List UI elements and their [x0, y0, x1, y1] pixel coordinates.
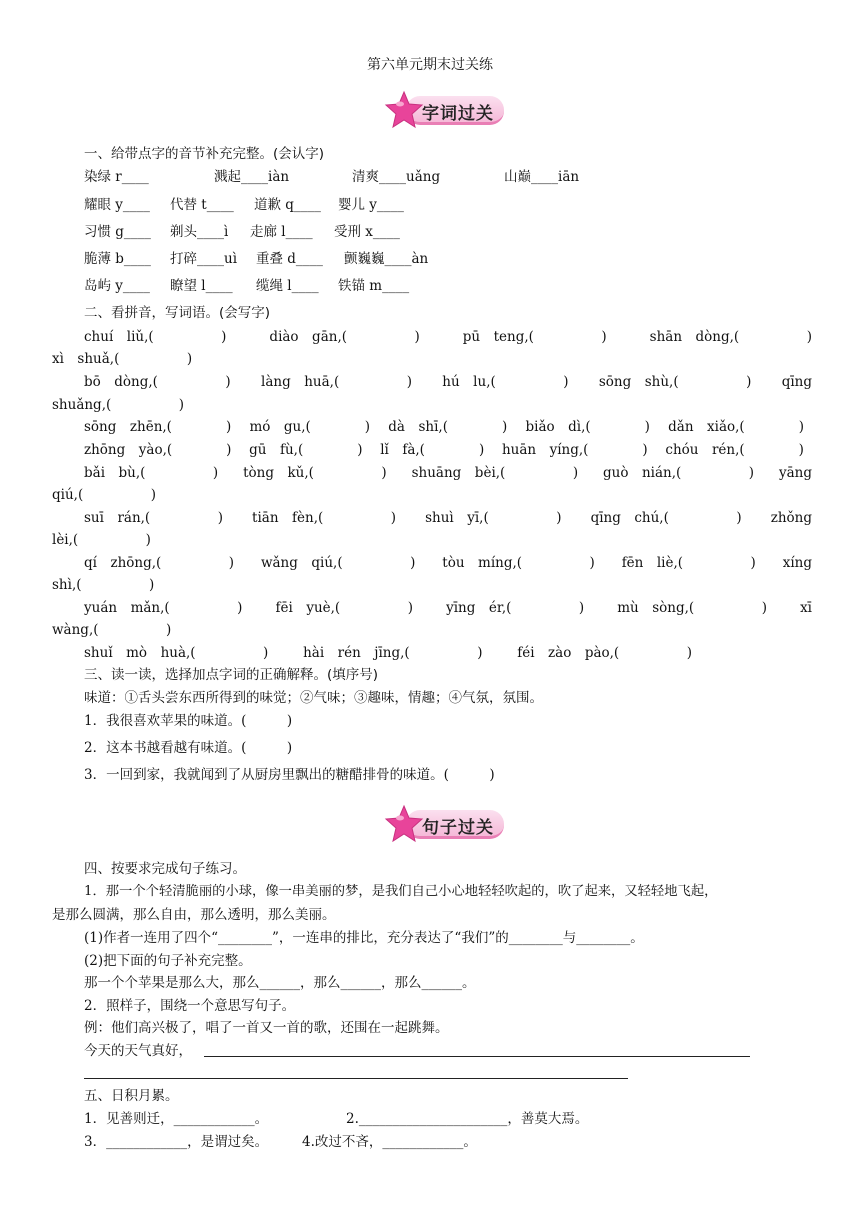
pinyin-row	[84, 599, 812, 617]
answer-line	[84, 1078, 628, 1079]
phonetic-item: 瞭望 l____	[170, 278, 233, 294]
pinyin-row	[84, 373, 812, 391]
phonetic-item: 婴儿 y____	[338, 197, 404, 213]
phonetic-item: 脆薄 b____	[84, 251, 151, 267]
question-item: 那一个个苹果是那么大，那么______，那么______，那么______。	[84, 975, 476, 991]
pinyin-item: pū teng,( )	[462, 329, 607, 345]
pinyin-row	[84, 441, 804, 459]
pinyin-item: féi zào pào,( )	[517, 645, 692, 661]
pinyin-item: tòng kǔ,( )	[243, 465, 387, 481]
pinyin-item: bǎi bù,( )	[84, 465, 219, 481]
pinyin-row	[84, 328, 812, 346]
phonetic-item: 代替 t____	[170, 197, 234, 213]
example-line: 例：他们高兴极了，唱了一首又一首的歌，还围在一起跳舞。	[84, 1020, 449, 1036]
pinyin-item: xī	[800, 600, 812, 616]
question-item: (2)把下面的句子补充完整。	[84, 953, 252, 969]
pinyin-item: wǎng qiú,( )	[260, 555, 416, 571]
pinyin-item: sōng zhēn,( )	[84, 419, 232, 435]
pinyin-item: bō dòng,( )	[84, 374, 231, 390]
phonetic-item: 颤巍巍____àn	[344, 251, 429, 267]
fill-item: 3．____________，是谓过矣。	[84, 1134, 269, 1150]
pinyin-item: lèi,( )	[52, 532, 151, 548]
pinyin-item: mù sòng,( )	[617, 600, 767, 616]
pinyin-item: qiú,( )	[52, 487, 156, 503]
pinyin-item: shuǐ mò huà,( )	[84, 645, 269, 661]
pinyin-row	[84, 464, 812, 482]
phonetic-item: 溅起____iàn	[214, 169, 290, 185]
phonetic-item: 染绿 r____	[84, 169, 149, 185]
pinyin-item: wàng,( )	[52, 622, 172, 638]
section-banner-words	[384, 90, 508, 130]
phonetic-item: 重叠 d____	[256, 251, 323, 267]
phonetic-item: 耀眼 y____	[84, 197, 150, 213]
pinyin-item: shān dòng,( )	[649, 329, 812, 345]
question-item: (1)作者一连用了四个“________”，一连串的排比，充分表达了“我们”的________与________。	[84, 930, 644, 946]
pinyin-item: lǐ fà,( )	[380, 442, 485, 458]
question-item: 2．照样子，围绕一个意思写句子。	[84, 998, 296, 1014]
phonetic-item: 受刑 x____	[334, 224, 400, 240]
pinyin-item: làng huā,( )	[261, 374, 412, 390]
fill-item: 1．见善则迁，____________。	[84, 1111, 269, 1127]
phonetic-item: 缆绳 l____	[256, 278, 319, 294]
section-2-heading: 二、看拼音，写词语。(会写字)	[84, 305, 271, 321]
section-banner-sentences	[384, 804, 508, 844]
phonetic-item: 铁锚 m____	[338, 278, 410, 294]
section-4-heading: 四、按要求完成句子练习。	[84, 861, 246, 877]
phonetic-item: 剃头____ì	[170, 224, 229, 240]
passage-line: 1．那一个个轻清脆丽的小球，像一串美丽的梦，是我们自己小心地轻轻吹起的，吹了起来，又轻轻地飞起，	[84, 884, 718, 899]
pinyin-item: qīng	[781, 374, 812, 390]
pinyin-item: yīng ér,( )	[446, 600, 585, 616]
pinyin-item: chóu rén,( )	[665, 442, 804, 458]
pinyin-item: shuì yī,( )	[425, 510, 562, 526]
pinyin-item: qīng chú,( )	[590, 510, 742, 526]
section-5-heading: 五、日积月累。	[84, 1088, 179, 1104]
fill-item: 4.改过不吝，____________。	[302, 1134, 477, 1150]
pinyin-item: sōng shù,( )	[598, 374, 752, 390]
phonetic-item: 清爽____uǎng	[352, 169, 441, 185]
answer-line	[204, 1056, 750, 1057]
pinyin-item: zhǒng	[770, 510, 812, 526]
pinyin-item: hú lu,( )	[442, 374, 569, 390]
pinyin-row	[84, 644, 692, 662]
pinyin-item: huān yíng,( )	[501, 442, 648, 458]
phonetic-item: 山巅____iān	[504, 169, 580, 185]
pinyin-item: tiān fèn,( )	[252, 510, 397, 526]
banner-label: 句子过关	[422, 818, 494, 838]
phonetic-item: 习惯 g____	[84, 224, 151, 240]
pinyin-item: suī rán,( )	[84, 510, 223, 526]
pinyin-item: zhōng yào,( )	[84, 442, 232, 458]
pinyin-item: dǎn xiǎo,( )	[668, 419, 804, 435]
pinyin-item: xì shuǎ,( )	[52, 351, 193, 367]
pinyin-row	[84, 418, 804, 436]
pinyin-item: gū fù,( )	[249, 442, 363, 458]
pinyin-item: fēn liè,( )	[621, 555, 756, 571]
phonetic-item: 道歉 q____	[254, 197, 321, 213]
pinyin-item: qí zhōng,( )	[84, 555, 235, 571]
pinyin-row	[84, 554, 812, 572]
passage-line: 是那么圆满，那么自由，那么透明，那么美丽。	[52, 907, 336, 923]
pinyin-row	[84, 509, 812, 527]
pinyin-item: fēi yuè,( )	[275, 600, 413, 616]
pinyin-item: guò nián,( )	[603, 465, 755, 481]
question-item: 3．一回到家，我就闻到了从厨房里飘出的糖醋排骨的味道。( )	[84, 767, 495, 783]
pinyin-item: xíng	[782, 555, 812, 571]
pinyin-item: shì,( )	[52, 577, 155, 593]
banner-label: 字词过关	[422, 104, 494, 124]
pinyin-item: yāng	[778, 465, 812, 481]
pinyin-item: diào gān,( )	[269, 329, 420, 345]
pinyin-item: biǎo dì,( )	[525, 419, 650, 435]
definition-line: 味道：①舌头尝东西所得到的味觉；②气味；③趣味，情趣；④气氛，氛围。	[84, 690, 543, 706]
fill-item: 2.______________________，善莫大焉。	[346, 1111, 589, 1127]
pinyin-item: shuāng bèi,( )	[411, 465, 579, 481]
section-1-heading: 一、给带点字的音节补充完整。(会认字)	[84, 146, 325, 162]
pinyin-item: dà shī,( )	[388, 419, 508, 435]
phonetic-item: 走廊 l____	[250, 224, 313, 240]
pinyin-item: tòu míng,( )	[442, 555, 595, 571]
pinyin-item: yuán mǎn,( )	[84, 600, 243, 616]
question-item: 2．这本书越看越有味道。( )	[84, 740, 293, 756]
pinyin-item: hài rén jīng,( )	[303, 645, 483, 661]
pinyin-item: mó gu,( )	[249, 419, 371, 435]
question-item: 今天的天气真好，	[84, 1043, 192, 1059]
question-item: 1．我很喜欢苹果的味道。( )	[84, 713, 293, 729]
phonetic-item: 打碎____uì	[170, 251, 238, 267]
phonetic-item: 岛屿 y____	[84, 278, 150, 294]
pinyin-item: shuǎng,( )	[52, 397, 185, 413]
pinyin-item: chuí liǔ,( )	[84, 329, 227, 345]
page-title: 第六单元期末过关练	[367, 57, 493, 73]
section-3-heading: 三、读一读，选择加点字词的正确解释。(填序号)	[84, 667, 379, 683]
